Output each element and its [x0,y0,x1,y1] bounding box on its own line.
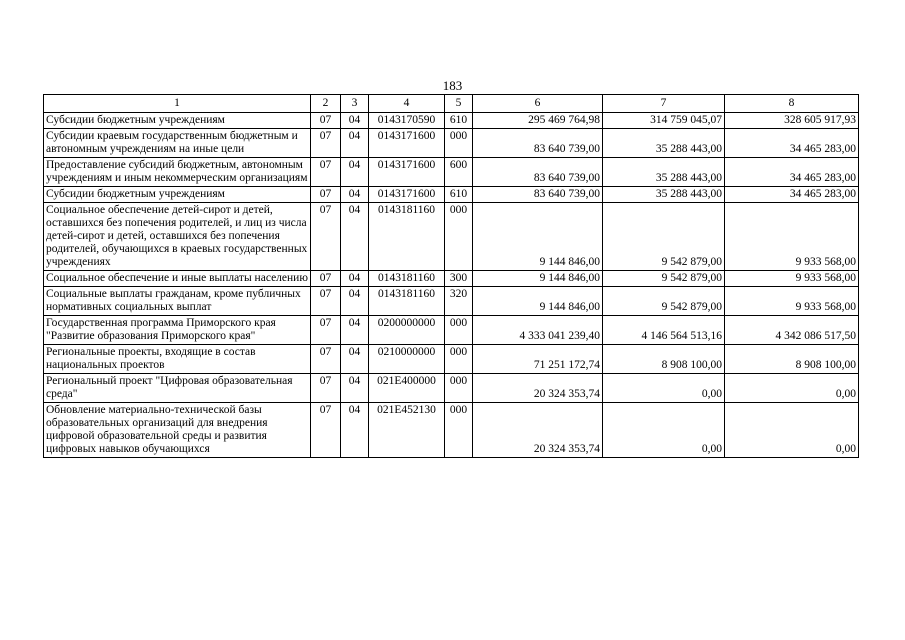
amount-col-6: 9 144 846,00 [473,271,603,287]
amount-col-7: 35 288 443,00 [603,129,725,158]
amount-col-7: 4 146 564 513,16 [603,316,725,345]
row-name: Социальное обеспечение и иные выплаты населению [44,271,311,287]
amount-col-8: 9 933 568,00 [725,271,859,287]
expense-type-code: 000 [445,203,473,271]
row-name: Государственная программа Приморского края "Развитие образования Приморского края" [44,316,311,345]
expense-type-code: 000 [445,316,473,345]
amount-col-6: 9 144 846,00 [473,203,603,271]
subsection-code: 04 [341,374,369,403]
row-name: Субсидии краевым государственным бюджетным и автономным учреждениям на иные цели [44,129,311,158]
table-row [44,345,859,374]
row-name: Субсидии бюджетным учреждениям [44,187,311,203]
budget-table [43,94,859,458]
row-name: Региональные проекты, входящие в состав национальных проектов [44,345,311,374]
target-article-code: 0143171600 [369,187,445,203]
amount-col-6: 83 640 739,00 [473,187,603,203]
table-row [44,203,859,271]
target-article-code: 021E400000 [369,374,445,403]
target-article-code: 0143170590 [369,113,445,129]
row-name: Социальные выплаты гражданам, кроме публичных нормативных социальных выплат [44,287,311,316]
table-row [44,158,859,187]
amount-col-8: 0,00 [725,374,859,403]
header-row [44,95,859,113]
expense-type-code: 610 [445,113,473,129]
amount-col-7: 9 542 879,00 [603,271,725,287]
subsection-code: 04 [341,203,369,271]
amount-col-6: 295 469 764,98 [473,113,603,129]
subsection-code: 04 [341,158,369,187]
section-code: 07 [311,345,341,374]
section-code: 07 [311,129,341,158]
expense-type-code: 000 [445,345,473,374]
subsection-code: 04 [341,113,369,129]
expense-type-code: 320 [445,287,473,316]
row-name: Региональный проект "Цифровая образовательная среда" [44,374,311,403]
table-row [44,113,859,129]
amount-col-6: 71 251 172,74 [473,345,603,374]
amount-col-6: 9 144 846,00 [473,287,603,316]
header-cell: 7 [603,95,725,113]
section-code: 07 [311,316,341,345]
header-cell: 5 [445,95,473,113]
section-code: 07 [311,113,341,129]
amount-col-6: 20 324 353,74 [473,403,603,458]
target-article-code: 021E452130 [369,403,445,458]
amount-col-8: 9 933 568,00 [725,203,859,271]
amount-col-8: 0,00 [725,403,859,458]
target-article-code: 0143181160 [369,287,445,316]
amount-col-7: 0,00 [603,374,725,403]
amount-col-7: 9 542 879,00 [603,203,725,271]
amount-col-7: 8 908 100,00 [603,345,725,374]
table-row [44,271,859,287]
amount-col-8: 34 465 283,00 [725,158,859,187]
section-code: 07 [311,287,341,316]
amount-col-7: 314 759 045,07 [603,113,725,129]
subsection-code: 04 [341,187,369,203]
expense-type-code: 610 [445,187,473,203]
header-cell: 3 [341,95,369,113]
subsection-code: 04 [341,287,369,316]
subsection-code: 04 [341,316,369,345]
table-row [44,187,859,203]
target-article-code: 0143171600 [369,129,445,158]
row-name: Социальное обеспечение детей-сирот и детей, оставшихся без попечения родителей, и лиц из числа детей-сирот и детей, оставшихся без попечения родителей, обучающихся в краевых государственных учреждениях [44,203,311,271]
header-cell: 8 [725,95,859,113]
header-cell: 6 [473,95,603,113]
row-name: Предоставление субсидий бюджетным, автономным учреждениям и иным некоммерческим организациям [44,158,311,187]
expense-type-code: 000 [445,129,473,158]
header-cell: 1 [44,95,311,113]
amount-col-7: 0,00 [603,403,725,458]
subsection-code: 04 [341,271,369,287]
table-row [44,129,859,158]
section-code: 07 [311,203,341,271]
section-code: 07 [311,271,341,287]
subsection-code: 04 [341,403,369,458]
expense-type-code: 000 [445,403,473,458]
amount-col-6: 4 333 041 239,40 [473,316,603,345]
section-code: 07 [311,374,341,403]
subsection-code: 04 [341,129,369,158]
target-article-code: 0210000000 [369,345,445,374]
amount-col-7: 35 288 443,00 [603,158,725,187]
amount-col-6: 83 640 739,00 [473,158,603,187]
amount-col-7: 35 288 443,00 [603,187,725,203]
row-name: Обновление материально-технической базы образовательных организаций для внедрения цифровой образовательной среды и развития цифровых навыков обучающихся [44,403,311,458]
table-row [44,403,859,458]
expense-type-code: 300 [445,271,473,287]
amount-col-8: 328 605 917,93 [725,113,859,129]
section-code: 07 [311,187,341,203]
page-number: 183 [442,78,463,93]
amount-col-8: 8 908 100,00 [725,345,859,374]
row-name: Субсидии бюджетным учреждениям [44,113,311,129]
expense-type-code: 000 [445,374,473,403]
amount-col-7: 9 542 879,00 [603,287,725,316]
amount-col-8: 4 342 086 517,50 [725,316,859,345]
table-row [44,287,859,316]
section-code: 07 [311,158,341,187]
target-article-code: 0143181160 [369,203,445,271]
target-article-code: 0143181160 [369,271,445,287]
subsection-code: 04 [341,345,369,374]
target-article-code: 0143171600 [369,158,445,187]
amount-col-8: 34 465 283,00 [725,129,859,158]
amount-col-8: 34 465 283,00 [725,187,859,203]
header-cell: 2 [311,95,341,113]
expense-type-code: 600 [445,158,473,187]
section-code: 07 [311,403,341,458]
table-row [44,374,859,403]
table-row [44,316,859,345]
amount-col-6: 20 324 353,74 [473,374,603,403]
amount-col-8: 9 933 568,00 [725,287,859,316]
header-cell: 4 [369,95,445,113]
amount-col-6: 83 640 739,00 [473,129,603,158]
target-article-code: 0200000000 [369,316,445,345]
